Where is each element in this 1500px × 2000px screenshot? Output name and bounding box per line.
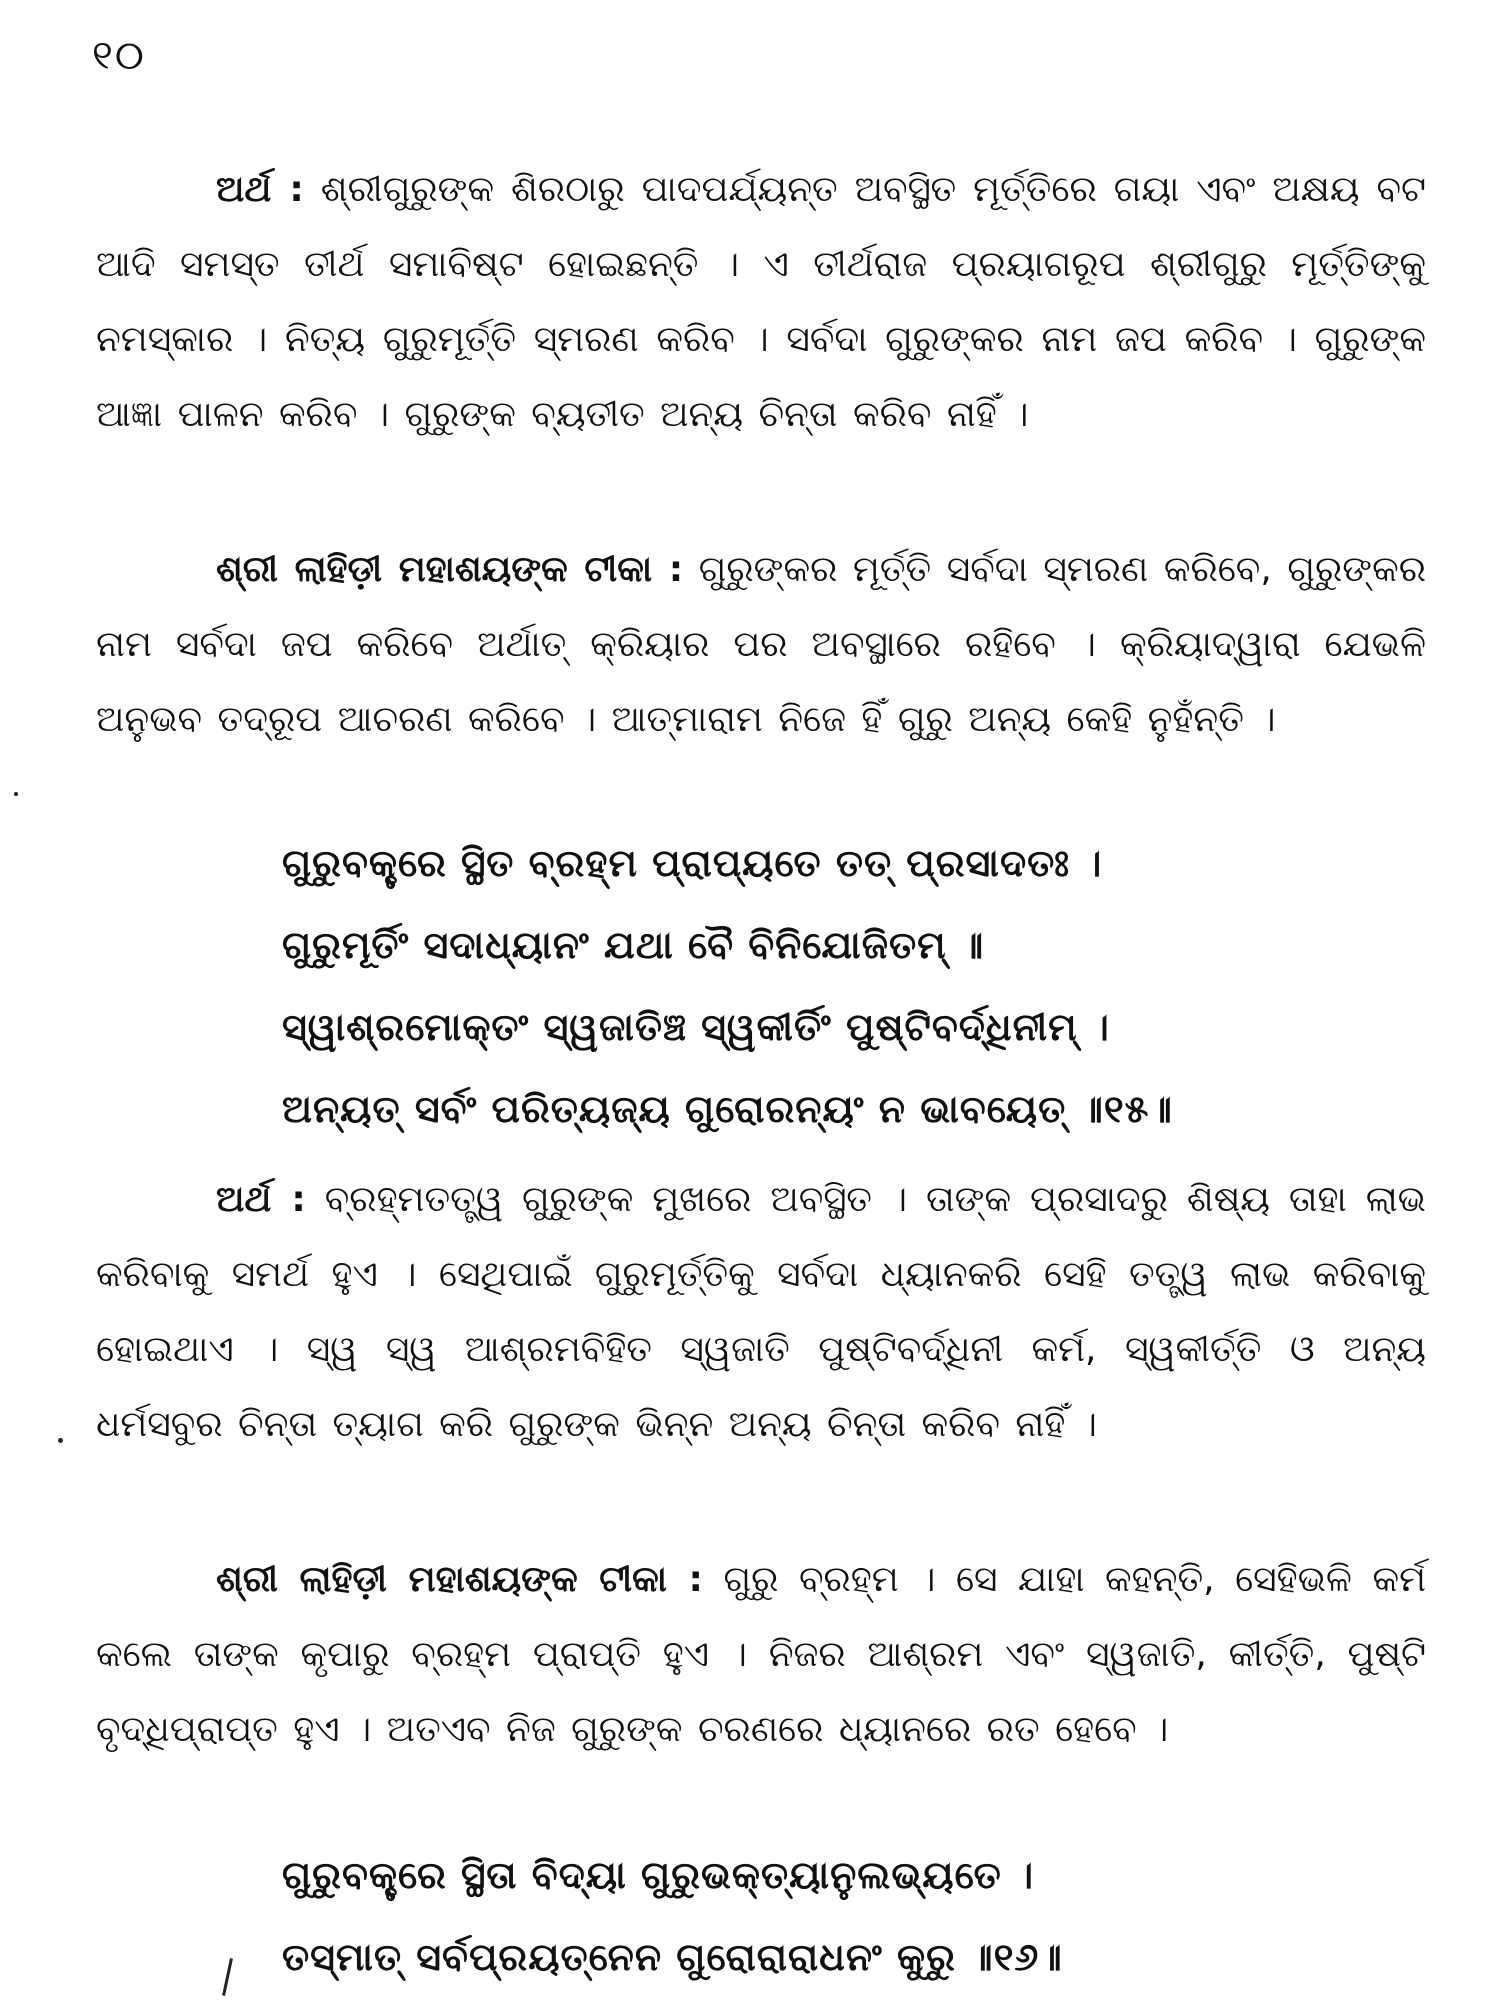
- verse-block-15: [282, 822, 1422, 1150]
- paragraph-label: ଶ୍ରୀ ଲାହିଡ଼ୀ ମହାଶୟଙ୍କ ଟୀକା :: [216, 1559, 703, 1600]
- meaning-paragraph-2: [96, 1162, 1426, 1462]
- scan-speck: [58, 1438, 63, 1443]
- paragraph-label: ଅର୍ଥ :: [216, 169, 304, 210]
- paragraph-text: ଶ୍ରୀଗୁରୁଙ୍କ ଶିରଠାରୁ ପାଦପର୍ଯ୍ୟନ୍ତ ଅବସ୍ଥିତ ମୂର୍ତ୍ତିରେ ଗୟା ଏବଂ ଅକ୍ଷୟ ବଟ ଆଦି ସମସ୍ତ ତୀର୍ଥ ସମାବିଷ୍ଟ ହୋଇଛନ୍ତି । ଏ ତୀର୍ଥରାଜ ପ୍ରୟାଗରୂପ ଶ୍ରୀଗୁରୁ ମୂର୍ତ୍ତିଙ୍କୁ ନମସ୍କାର । ନିତ୍ୟ ଗୁରୁମୂର୍ତ୍ତି ସ୍ମରଣ କରିବ । ସର୍ବଦା ଗୁରୁଙ୍କର ନାମ ଜପ କରିବ । ଗୁରୁଙ୍କ ଆଜ୍ଞା ପାଳନ କରିବ । ଗୁରୁଙ୍କ ବ୍ୟତୀତ ଅନ୍ୟ ଚିନ୍ତା କରିବ ନାହିଁ ।: [96, 169, 1426, 435]
- scan-stroke: [222, 1958, 233, 1996]
- verse-line: ଗୁରୁବକ୍ତ୍ରେ ସ୍ଥିତା ବିଦ୍ୟା ଗୁରୁଭକ୍ତ୍ୟାନୁଲଭ୍ୟତେ ।: [282, 1853, 1035, 1897]
- paragraph-text: ଗୁରୁ ବ୍ରହ୍ମ । ସେ ଯାହା କହନ୍ତି, ସେହିଭଳି କର୍ମ କଲେ ତାଙ୍କ କୃପାରୁ ବ୍ରହ୍ମ ପ୍ରାପ୍ତି ହୁଏ । ନିଜର ଆଶ୍ରମ ଏବଂ ସ୍ୱଜାତି, କୀର୍ତ୍ତି, ପୁଷ୍ଟି ବୃଦ୍ଧିପ୍ରାପ୍ତ ହୁଏ । ଅତଏବ ନିଜ ଗୁରୁଙ୍କ ଚରଣରେ ଧ୍ୟାନରେ ରତ ହେବେ ।: [96, 1559, 1426, 1750]
- commentary-paragraph-1: [96, 532, 1426, 757]
- verse-line: ଅନ୍ୟତ୍ ସର୍ବଂ ପରିତ୍ୟଜ୍ୟ ଗୁରୋରନ୍ୟଂ ନ ଭାବୟେତ୍ ॥୧୫॥: [282, 1087, 1173, 1131]
- scan-speck: [14, 792, 18, 796]
- paragraph-label: ଅର୍ଥ :: [216, 1179, 306, 1220]
- meaning-paragraph-1: [96, 152, 1426, 452]
- verse-line: ସ୍ୱାଶ୍ରମୋକ୍ତଂ ସ୍ୱଜାତିଞ୍ଚ ସ୍ୱକୀର୍ତିଂ ପୁଷ୍ଟିବର୍ଦ୍ଧିନୀମ୍ ।: [282, 1005, 1110, 1049]
- verse-line: ଗୁରୁମୂର୍ତିଂ ସଦାଧ୍ୟାନଂ ଯଥା ବୈ ବିନିଯୋଜିତମ୍ ॥: [282, 923, 985, 967]
- commentary-paragraph-2: [96, 1542, 1426, 1767]
- verse-line: ଗୁରୁବକ୍ତ୍ରେ ସ୍ଥିତ ବ୍ରହ୍ମ ପ୍ରାପ୍ୟତେ ତତ୍ ପ୍ରସାଦତଃ ।: [282, 841, 1103, 885]
- paragraph-text: ବ୍ରହ୍ମତତ୍ତ୍ୱ ଗୁରୁଙ୍କ ମୁଖରେ ଅବସ୍ଥିତ । ତାଙ୍କ ପ୍ରସାଦରୁ ଶିଷ୍ୟ ତାହା ଲାଭ କରିବାକୁ ସମର୍ଥ ହୁଏ । ସେଥିପାଇଁ ଗୁରୁମୂର୍ତ୍ତିକୁ ସର୍ବଦା ଧ୍ୟାନକରି ସେହି ତତ୍ତ୍ୱ ଲାଭ କରିବାକୁ ହୋଇଥାଏ । ସ୍ୱ ସ୍ୱ ଆଶ୍ରମବିହିତ ସ୍ୱଜାତି ପୁଷ୍ଟିବର୍ଦ୍ଧିନୀ କର୍ମ, ସ୍ୱକୀର୍ତ୍ତି ଓ ଅନ୍ୟ ଧର୍ମସବୁର ଚିନ୍ତା ତ୍ୟାଗ କରି ଗୁରୁଙ୍କ ଭିନ୍ନ ଅନ୍ୟ ଚିନ୍ତା କରିବ ନାହିଁ ।: [96, 1179, 1426, 1445]
- paragraph-label: ଶ୍ରୀ ଲାହିଡ଼ୀ ମହାଶୟଙ୍କ ଟୀକା :: [216, 549, 684, 590]
- page-number: ୧୦: [92, 33, 146, 79]
- verse-line: ତସ୍ମାତ୍ ସର୍ବପ୍ରୟତ୍ନେନ ଗୁରୋରାରାଧନଂ କୁରୁ ॥୧୬॥: [282, 1935, 1063, 1979]
- verse-block-16: [282, 1834, 1422, 1998]
- paragraph-text: ଗୁରୁଙ୍କର ମୂର୍ତ୍ତି ସର୍ବଦା ସ୍ମରଣ କରିବେ, ଗୁରୁଙ୍କର ନାମ ସର୍ବଦା ଜପ କରିବେ ଅର୍ଥାତ୍ କ୍ରିୟାର ପର ଅବସ୍ଥାରେ ରହିବେ । କ୍ରିୟାଦ୍ୱାରା ଯେଭଳି ଅନୁଭବ ତଦ୍ରୂପ ଆଚରଣ କରିବେ । ଆତ୍ମାରାମ ନିଜେ ହିଁ ଗୁରୁ ଅନ୍ୟ କେହି ନୁହଁନ୍ତି ।: [96, 549, 1426, 740]
